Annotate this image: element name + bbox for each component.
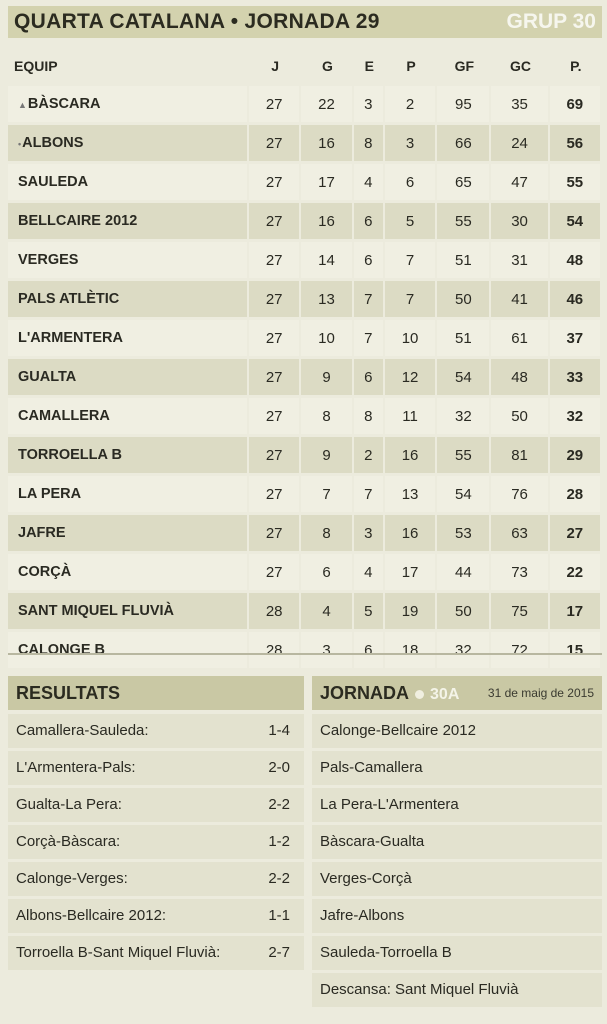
bullet-icon <box>415 690 424 699</box>
drawn-cell: 4 <box>354 164 385 200</box>
goals-for-cell: 51 <box>437 242 491 278</box>
lost-cell: 5 <box>385 203 437 239</box>
table-row <box>8 125 602 161</box>
goals-against-cell: 30 <box>491 203 549 239</box>
goals-against-cell: 50 <box>491 398 549 434</box>
results-header <box>8 676 304 710</box>
won-cell: 16 <box>301 125 353 161</box>
standings-table <box>8 46 602 671</box>
fixture-match: Bàscara-Gualta <box>320 833 425 850</box>
goals-against-cell: 24 <box>491 125 549 161</box>
result-score: 1-2 <box>268 833 290 850</box>
result-match: Torroella B-Sant Miquel Fluvià: <box>16 944 221 961</box>
goals-against-cell: 76 <box>491 476 549 512</box>
team-cell <box>8 242 249 278</box>
lost-cell: 19 <box>385 593 437 629</box>
won-cell: 10 <box>301 320 353 356</box>
team-name: BELLCAIRE 2012 <box>18 213 138 229</box>
lost-cell: 11 <box>385 398 437 434</box>
drawn-cell: 8 <box>354 398 385 434</box>
col-header-drawn: E <box>354 49 385 83</box>
team-name: CAMALLERA <box>18 408 110 424</box>
team-cell <box>8 554 249 590</box>
team-cell <box>8 320 249 356</box>
result-match: Albons-Bellcaire 2012: <box>16 907 167 924</box>
drawn-cell: 7 <box>354 476 385 512</box>
result-score: 1-4 <box>268 722 290 739</box>
played-cell: 27 <box>249 242 301 278</box>
result-row <box>8 862 304 896</box>
team-cell <box>8 359 249 395</box>
points-cell: 48 <box>550 242 602 278</box>
points-cell: 22 <box>550 554 602 590</box>
table-row <box>8 86 602 122</box>
result-score: 2-2 <box>268 796 290 813</box>
fixture-row <box>312 973 602 1007</box>
team-cell <box>8 203 249 239</box>
played-cell: 27 <box>249 281 301 317</box>
team-cell <box>8 281 249 317</box>
goals-against-cell: 73 <box>491 554 549 590</box>
table-row <box>8 554 602 590</box>
team-name: CALONGE B <box>18 642 105 658</box>
goals-against-cell: 31 <box>491 242 549 278</box>
played-cell: 27 <box>249 554 301 590</box>
fixtures-title: JORNADA <box>320 683 410 703</box>
fixtures-date: 31 de maig de 2015 <box>487 686 594 700</box>
fixture-row <box>312 862 602 896</box>
points-cell: 29 <box>550 437 602 473</box>
points-cell: 17 <box>550 593 602 629</box>
drawn-cell: 4 <box>354 554 385 590</box>
drawn-cell: 6 <box>354 632 385 668</box>
goals-for-cell: 32 <box>437 398 491 434</box>
points-cell: 15 <box>550 632 602 668</box>
lost-cell: 10 <box>385 320 437 356</box>
played-cell: 27 <box>249 398 301 434</box>
drawn-cell: 7 <box>354 281 385 317</box>
goals-for-cell: 65 <box>437 164 491 200</box>
lost-cell: 13 <box>385 476 437 512</box>
table-row <box>8 515 602 551</box>
lost-cell: 16 <box>385 515 437 551</box>
team-cell <box>8 164 249 200</box>
won-cell: 8 <box>301 398 353 434</box>
goals-for-cell: 44 <box>437 554 491 590</box>
group-label: GRUP 30 <box>506 10 596 33</box>
result-match: Corçà-Bàscara: <box>16 833 121 850</box>
team-name: SAULEDA <box>18 174 89 190</box>
goals-for-cell: 55 <box>437 437 491 473</box>
team-cell <box>8 125 249 161</box>
lost-cell: 18 <box>385 632 437 668</box>
fixture-match: Verges-Corçà <box>320 870 412 887</box>
result-row <box>8 714 304 748</box>
result-row <box>8 936 304 970</box>
col-header-played: J <box>249 49 301 83</box>
played-cell: 27 <box>249 437 301 473</box>
fixture-match: Sauleda-Torroella B <box>320 944 452 961</box>
table-row <box>8 398 602 434</box>
table-row <box>8 632 602 668</box>
table-row <box>8 476 602 512</box>
won-cell: 14 <box>301 242 353 278</box>
goals-for-cell: 66 <box>437 125 491 161</box>
lost-cell: 2 <box>385 86 437 122</box>
team-cell <box>8 398 249 434</box>
fixture-row <box>312 825 602 859</box>
points-cell: 56 <box>550 125 602 161</box>
lost-cell: 3 <box>385 125 437 161</box>
results-list <box>8 714 304 973</box>
goals-against-cell: 41 <box>491 281 549 317</box>
drawn-cell: 6 <box>354 359 385 395</box>
fixture-match: Pals-Camallera <box>320 759 423 776</box>
points-cell: 32 <box>550 398 602 434</box>
lost-cell: 7 <box>385 242 437 278</box>
points-cell: 27 <box>550 515 602 551</box>
goals-against-cell: 47 <box>491 164 549 200</box>
result-match: L'Armentera-Pals: <box>16 759 136 776</box>
goals-for-cell: 50 <box>437 593 491 629</box>
result-row <box>8 751 304 785</box>
won-cell: 16 <box>301 203 353 239</box>
drawn-cell: 8 <box>354 125 385 161</box>
bullet-icon: • <box>18 139 22 149</box>
team-name: SANT MIQUEL FLUVIÀ <box>18 603 175 619</box>
table-row <box>8 320 602 356</box>
fixture-match: Jafre-Albons <box>320 907 405 924</box>
result-match: Camallera-Sauleda: <box>16 722 149 739</box>
goals-against-cell: 35 <box>491 86 549 122</box>
col-header-won: G <box>301 49 353 83</box>
played-cell: 27 <box>249 203 301 239</box>
goals-against-cell: 75 <box>491 593 549 629</box>
won-cell: 13 <box>301 281 353 317</box>
fixture-match: Calonge-Bellcaire 2012 <box>320 722 476 739</box>
goals-for-cell: 51 <box>437 320 491 356</box>
team-name: JAFRE <box>18 525 66 541</box>
fixture-row <box>312 714 602 748</box>
won-cell: 9 <box>301 359 353 395</box>
drawn-cell: 3 <box>354 515 385 551</box>
goals-for-cell: 95 <box>437 86 491 122</box>
col-header-goals-against: GC <box>491 49 549 83</box>
result-row <box>8 788 304 822</box>
goals-for-cell: 54 <box>437 476 491 512</box>
team-name: LA PERA <box>18 486 82 502</box>
fixture-row <box>312 788 602 822</box>
table-row <box>8 593 602 629</box>
title-bar <box>8 6 602 38</box>
result-row <box>8 825 304 859</box>
team-cell <box>8 86 249 122</box>
played-cell: 27 <box>249 476 301 512</box>
lost-cell: 6 <box>385 164 437 200</box>
goals-against-cell: 61 <box>491 320 549 356</box>
table-row <box>8 164 602 200</box>
fixtures-title-wrap <box>320 683 459 704</box>
col-header-lost: P <box>385 49 437 83</box>
points-cell: 69 <box>550 86 602 122</box>
result-score: 1-1 <box>268 907 290 924</box>
team-cell <box>8 632 249 668</box>
points-cell: 55 <box>550 164 602 200</box>
team-name: PALS ATLÈTIC <box>18 291 120 307</box>
fixtures-list <box>312 714 602 1010</box>
team-name: TORROELLA B <box>18 447 122 463</box>
drawn-cell: 7 <box>354 320 385 356</box>
result-match: Calonge-Verges: <box>16 870 128 887</box>
played-cell: 28 <box>249 593 301 629</box>
col-header-goals-for: GF <box>437 49 491 83</box>
team-name: CORÇÀ <box>18 564 72 580</box>
result-score: 2-7 <box>268 944 290 961</box>
played-cell: 27 <box>249 515 301 551</box>
fixture-row <box>312 751 602 785</box>
col-header-points: P. <box>550 49 602 83</box>
played-cell: 27 <box>249 359 301 395</box>
won-cell: 9 <box>301 437 353 473</box>
team-cell <box>8 476 249 512</box>
lost-cell: 7 <box>385 281 437 317</box>
team-name: L'ARMENTERA <box>18 330 123 346</box>
won-cell: 22 <box>301 86 353 122</box>
team-cell <box>8 593 249 629</box>
fixtures-header <box>312 676 602 710</box>
table-row <box>8 281 602 317</box>
page-title: QUARTA CATALANA • JORNADA 29 <box>14 10 380 33</box>
result-row <box>8 899 304 933</box>
goals-against-cell: 81 <box>491 437 549 473</box>
table-row <box>8 437 602 473</box>
won-cell: 3 <box>301 632 353 668</box>
points-cell: 33 <box>550 359 602 395</box>
drawn-cell: 5 <box>354 593 385 629</box>
goals-for-cell: 53 <box>437 515 491 551</box>
team-name: VERGES <box>18 252 79 268</box>
goals-for-cell: 50 <box>437 281 491 317</box>
result-score: 2-2 <box>268 870 290 887</box>
fixtures-round: 30A <box>430 686 460 703</box>
goals-against-cell: 63 <box>491 515 549 551</box>
table-row <box>8 359 602 395</box>
table-row <box>8 242 602 278</box>
goals-for-cell: 32 <box>437 632 491 668</box>
drawn-cell: 6 <box>354 242 385 278</box>
points-cell: 54 <box>550 203 602 239</box>
team-name: ALBONS <box>22 135 84 151</box>
col-header-team: EQUIP <box>8 49 249 83</box>
result-score: 2-0 <box>268 759 290 776</box>
played-cell: 28 <box>249 632 301 668</box>
fixture-row <box>312 936 602 970</box>
won-cell: 17 <box>301 164 353 200</box>
section-divider <box>8 653 602 655</box>
played-cell: 27 <box>249 320 301 356</box>
promotion-icon: ▲ <box>18 100 27 110</box>
fixture-match: Descansa: Sant Miquel Fluvià <box>320 981 519 998</box>
fixture-match: La Pera-L'Armentera <box>320 796 459 813</box>
lost-cell: 16 <box>385 437 437 473</box>
result-match: Gualta-La Pera: <box>16 796 122 813</box>
standings-header-row <box>8 49 602 83</box>
goals-against-cell: 72 <box>491 632 549 668</box>
played-cell: 27 <box>249 86 301 122</box>
played-cell: 27 <box>249 125 301 161</box>
fixture-row <box>312 899 602 933</box>
team-name: BÀSCARA <box>27 96 101 112</box>
played-cell: 27 <box>249 164 301 200</box>
won-cell: 7 <box>301 476 353 512</box>
points-cell: 28 <box>550 476 602 512</box>
results-title: RESULTATS <box>16 683 120 703</box>
goals-against-cell: 48 <box>491 359 549 395</box>
won-cell: 8 <box>301 515 353 551</box>
standings-body <box>8 86 602 668</box>
won-cell: 6 <box>301 554 353 590</box>
drawn-cell: 2 <box>354 437 385 473</box>
goals-for-cell: 54 <box>437 359 491 395</box>
lost-cell: 12 <box>385 359 437 395</box>
won-cell: 4 <box>301 593 353 629</box>
lost-cell: 17 <box>385 554 437 590</box>
team-cell <box>8 515 249 551</box>
points-cell: 46 <box>550 281 602 317</box>
team-cell <box>8 437 249 473</box>
points-cell: 37 <box>550 320 602 356</box>
drawn-cell: 3 <box>354 86 385 122</box>
team-name: GUALTA <box>18 369 77 385</box>
drawn-cell: 6 <box>354 203 385 239</box>
table-row <box>8 203 602 239</box>
goals-for-cell: 55 <box>437 203 491 239</box>
